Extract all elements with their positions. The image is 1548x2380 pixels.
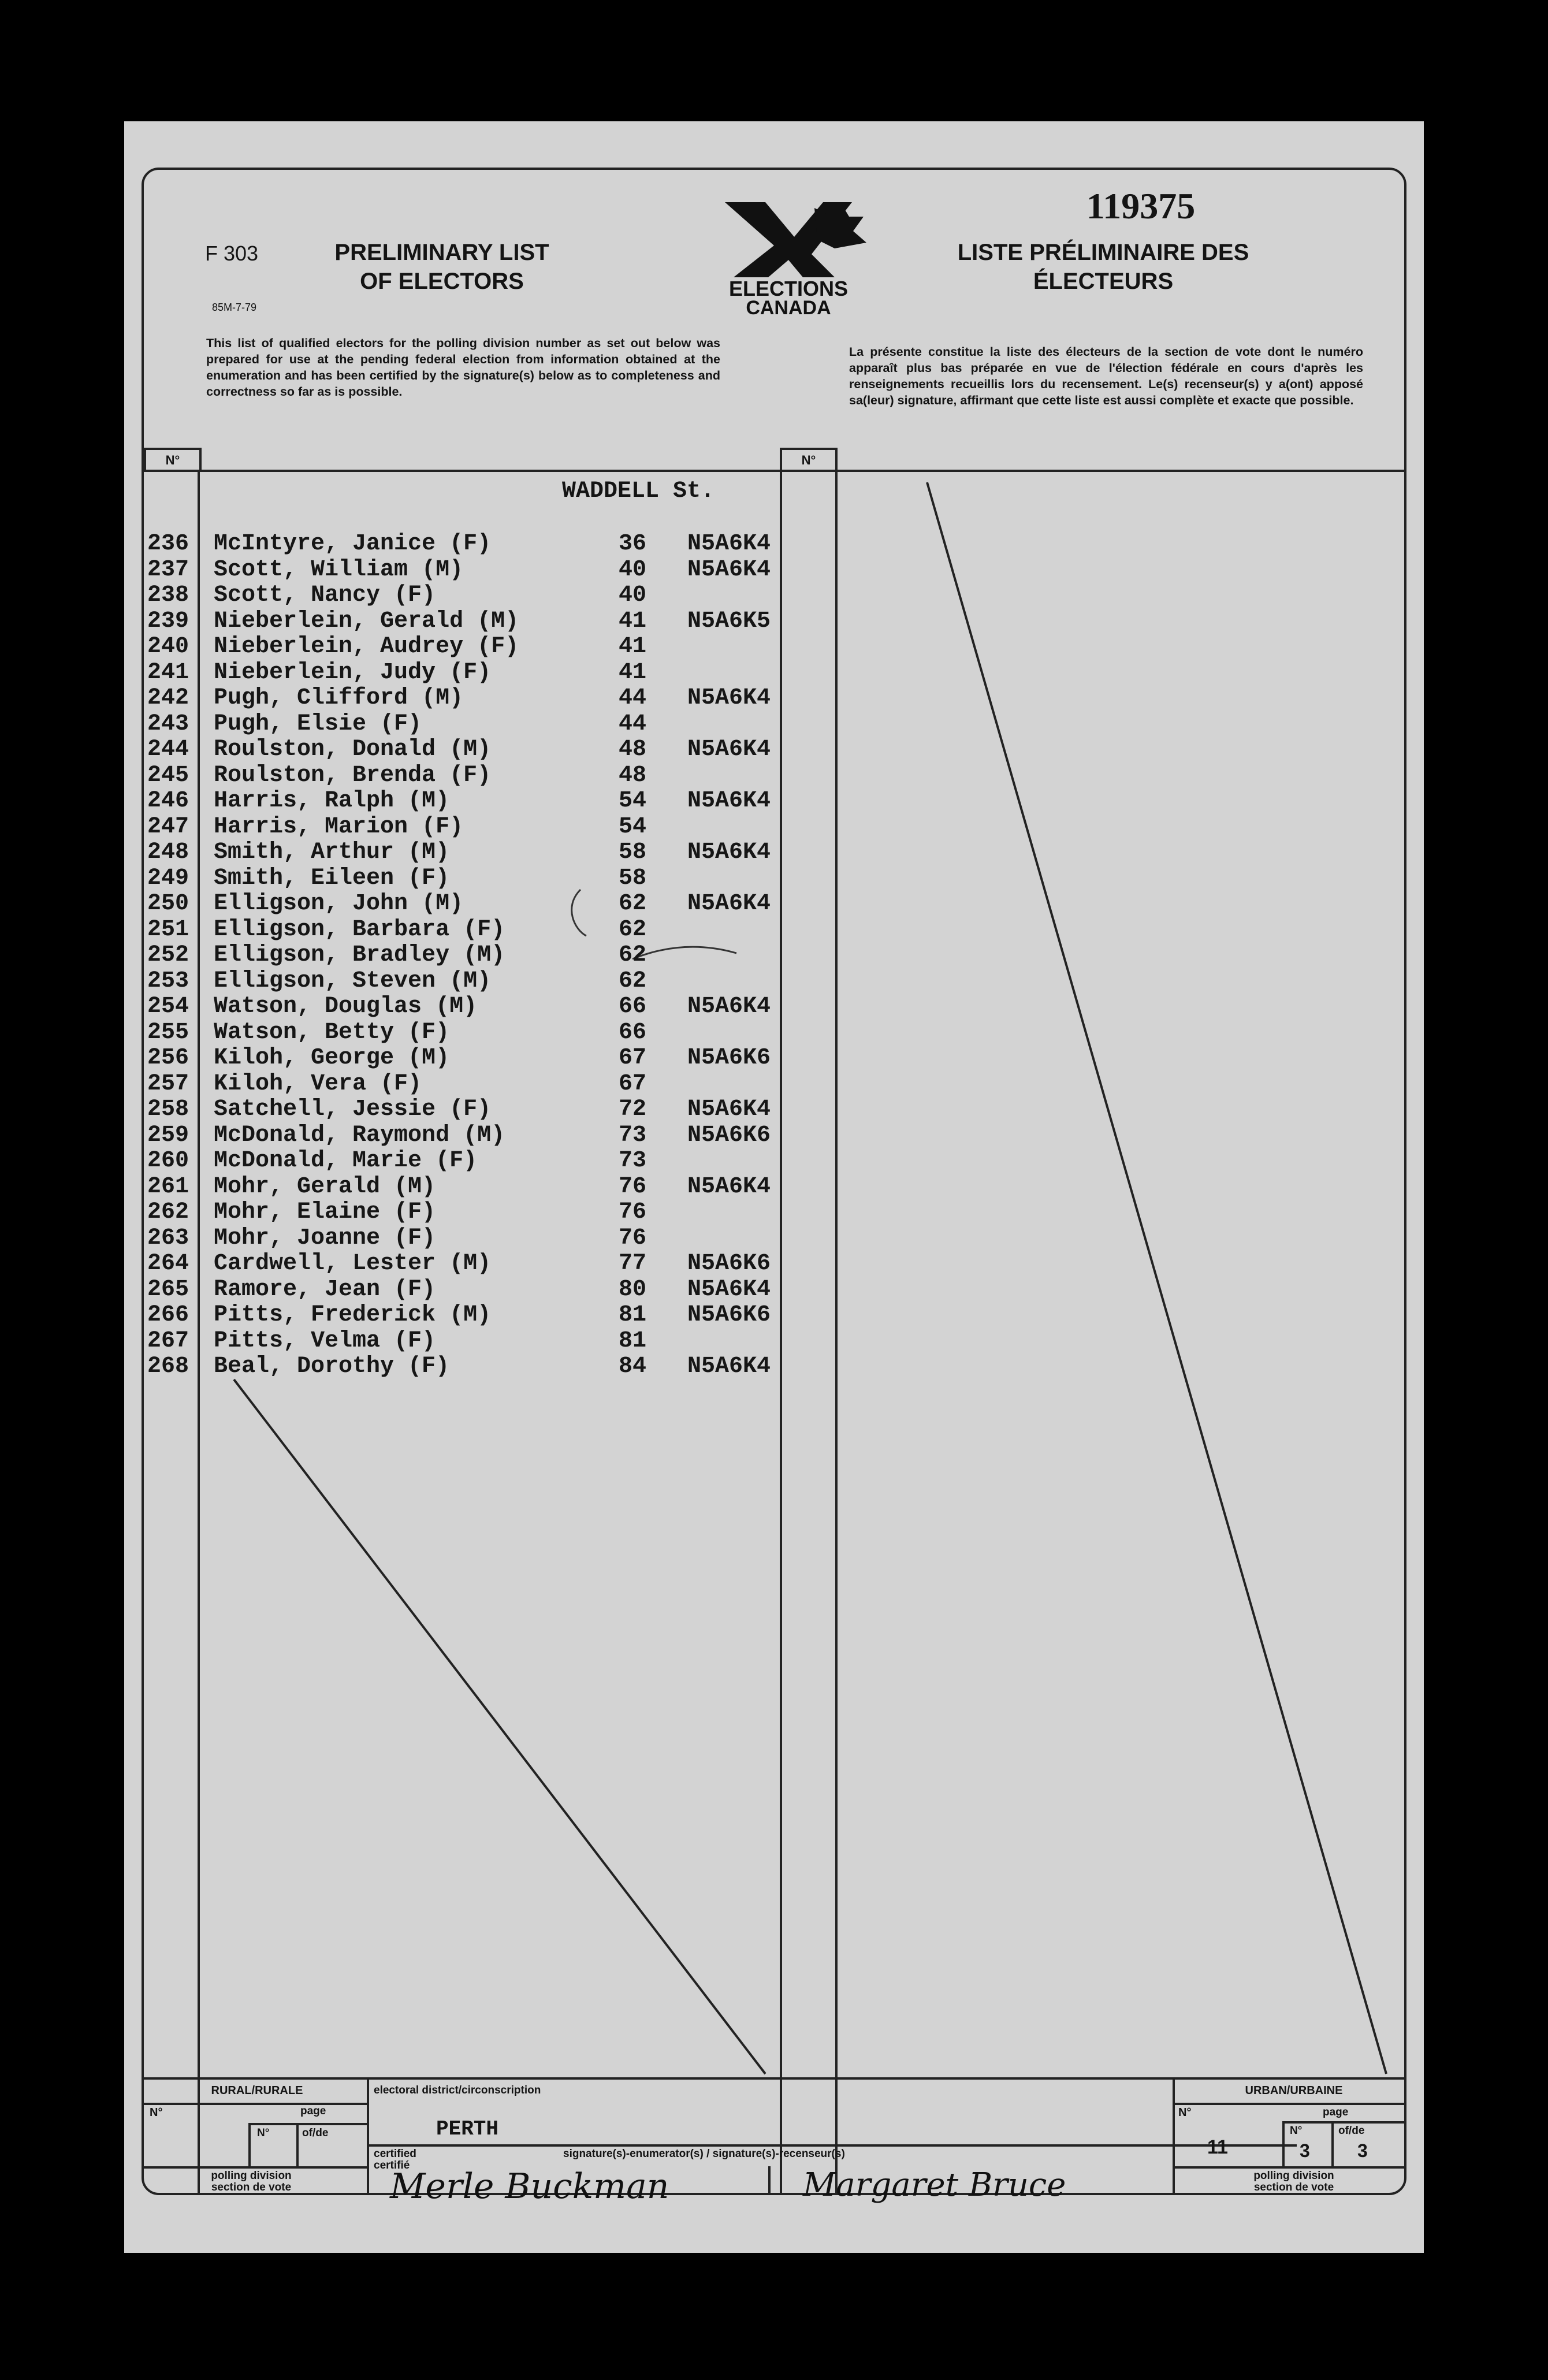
list-item [147, 609, 840, 635]
postal-code: N5A6K5 [687, 608, 771, 634]
postal-code: N5A6K4 [687, 1173, 771, 1200]
elector-name: Pitts, Frederick (M) [214, 1302, 492, 1328]
list-item [147, 840, 840, 866]
elector-number: 252 [147, 942, 189, 968]
rural-polling-label-fr: section de vote [211, 2181, 292, 2193]
elector-name: Beal, Dorothy (F) [214, 1353, 450, 1379]
civic-number: 36 [618, 531, 646, 557]
postal-code: N5A6K6 [687, 1251, 771, 1277]
list-item [147, 1354, 840, 1380]
civic-number: 81 [618, 1302, 646, 1328]
urban-left-rule [1173, 2077, 1175, 2195]
logo-text-elections: ELECTIONS [728, 277, 849, 300]
list-item [147, 634, 840, 660]
civic-number: 54 [618, 788, 646, 814]
list-item [147, 557, 840, 583]
civic-number: 80 [618, 1276, 646, 1303]
rural-rule [144, 2103, 369, 2105]
serial-number: 119375 [1086, 185, 1196, 226]
rural-page-no-label: N° [257, 2127, 270, 2139]
list-item [147, 1329, 840, 1355]
civic-number: 76 [618, 1225, 646, 1251]
elector-number: 256 [147, 1045, 189, 1071]
civic-number: 66 [618, 994, 646, 1020]
civic-number: 48 [618, 762, 646, 789]
footer-top-rule [144, 2077, 1406, 2080]
elector-name: Kiloh, George (M) [214, 1045, 450, 1071]
list-item [147, 1020, 840, 1046]
urban-of-divider [1331, 2121, 1334, 2166]
list-item [147, 1226, 840, 1252]
elector-name: Mohr, Elaine (F) [214, 1199, 436, 1225]
civic-number: 76 [618, 1173, 646, 1200]
district-value: PERTH [436, 2117, 499, 2141]
list-item [147, 969, 840, 995]
elector-number: 257 [147, 1070, 189, 1097]
civic-number: 72 [618, 1096, 646, 1122]
elector-number: 253 [147, 968, 189, 994]
certified-label-en: certified [374, 2148, 416, 2160]
civic-number: 62 [618, 968, 646, 994]
street-heading: WADDELL St. [561, 478, 715, 504]
elector-number: 249 [147, 865, 189, 891]
list-item [147, 1148, 840, 1174]
elector-name: Satchell, Jessie (F) [214, 1096, 492, 1122]
civic-number: 54 [618, 813, 646, 840]
elector-number: 243 [147, 711, 189, 737]
elector-name: Cardwell, Lester (M) [214, 1251, 492, 1277]
print-code: 85M-7-79 [212, 302, 257, 313]
civic-number: 41 [618, 608, 646, 634]
certified-label-fr: certifié [374, 2159, 410, 2171]
elector-number: 266 [147, 1302, 189, 1328]
list-item [147, 866, 840, 892]
elector-name: Pitts, Velma (F) [214, 1327, 436, 1354]
form-number: F 303 [205, 241, 259, 265]
civic-number: 84 [618, 1353, 646, 1379]
elector-number: 241 [147, 659, 189, 686]
elector-number: 263 [147, 1225, 189, 1251]
elector-number: 267 [147, 1327, 189, 1354]
right-number-header: N° [780, 448, 838, 472]
list-item [147, 1072, 840, 1098]
urban-page-no-label: N° [1290, 2125, 1303, 2137]
list-item [147, 1277, 840, 1303]
postal-code: N5A6K4 [687, 531, 771, 557]
elector-name: Kiloh, Vera (F) [214, 1070, 422, 1097]
elector-number: 262 [147, 1199, 189, 1225]
urban-rule [1173, 2103, 1406, 2105]
title-french: LISTE PRÉLIMINAIRE DES ÉLECTEURS [957, 240, 1249, 294]
postal-code: N5A6K4 [687, 1276, 771, 1303]
urban-page-of-label: of/de [1338, 2125, 1365, 2137]
elector-name: Nieberlein, Gerald (M) [214, 608, 519, 634]
elector-number: 254 [147, 994, 189, 1020]
urban-division-no: 11 [1207, 2136, 1228, 2158]
elector-number: 236 [147, 531, 189, 557]
elector-name: Roulston, Donald (M) [214, 737, 492, 763]
elector-number: 265 [147, 1276, 189, 1303]
elector-name: McDonald, Marie (F) [214, 1148, 478, 1174]
list-item [147, 891, 840, 917]
urban-label: URBAN/URBAINE [1245, 2084, 1343, 2097]
elector-number: 246 [147, 788, 189, 814]
electors-list-form [124, 121, 1424, 2253]
postal-code: N5A6K4 [687, 1353, 771, 1379]
intro-text-french: La présente constitue la liste des électeurs de la section de vote dont le numéro apparaît plus bas préparée en vue de l'élection fédérale en cours d'après les renseignements recueillis lors du recensement. Le(s) recenseur(s) y a(ont) apposé sa(leur) signature, affirmant que cette liste est aussi complète et exacte que possible. [849, 345, 1363, 407]
list-item [147, 1123, 840, 1149]
civic-number: 58 [618, 865, 646, 891]
elector-number: 247 [147, 813, 189, 840]
elector-name: Elligson, Barbara (F) [214, 916, 505, 943]
civic-number: 66 [618, 1019, 646, 1046]
civic-number: 76 [618, 1199, 646, 1225]
urban-page-label: page [1323, 2106, 1349, 2118]
elector-number: 261 [147, 1173, 189, 1200]
urban-polling-label-en: polling division [1253, 2170, 1334, 2182]
civic-number: 67 [618, 1070, 646, 1097]
urban-page-rule [1282, 2121, 1406, 2124]
urban-polling-label-fr: section de vote [1253, 2181, 1334, 2193]
elector-number: 260 [147, 1148, 189, 1174]
list-item [147, 789, 840, 815]
list-item [147, 1046, 840, 1072]
title-english: PRELIMINARY LIST OF ELECTORS [334, 240, 549, 294]
elector-number: 240 [147, 634, 189, 660]
postal-code: N5A6K6 [687, 1122, 771, 1148]
left-number-header: N° [144, 448, 202, 472]
rural-page-rule [248, 2123, 367, 2125]
urban-page-divider [1282, 2121, 1285, 2166]
elector-name: Watson, Betty (F) [214, 1019, 450, 1046]
postal-code: N5A6K4 [687, 1096, 771, 1122]
elector-name: Scott, William (M) [214, 556, 464, 583]
list-item [147, 712, 840, 738]
elector-name: Scott, Nancy (F) [214, 582, 436, 608]
electors-list [147, 531, 840, 1380]
elector-name: McIntyre, Janice (F) [214, 531, 492, 557]
postal-code: N5A6K4 [687, 994, 771, 1020]
rural-page-divider [248, 2123, 251, 2166]
list-item [147, 531, 840, 557]
urban-bottom-rule [1173, 2166, 1406, 2169]
elector-name: Elligson, Bradley (M) [214, 942, 505, 968]
elector-number: 242 [147, 685, 189, 711]
civic-number: 73 [618, 1122, 646, 1148]
rural-polling-label-en: polling division [211, 2170, 292, 2182]
elector-name: Elligson, Steven (M) [214, 968, 492, 994]
logo-text-canada: CANADA [746, 297, 831, 318]
postal-code: N5A6K6 [687, 1045, 771, 1071]
postal-code: N5A6K4 [687, 891, 771, 917]
list-item [147, 815, 840, 841]
intro-text-english: This list of qualified electors for the polling division number as set out below was prepared for use at the pending federal election from information obtained at the enumeration and has been certified by the signature(s) below as to completeness and correctness so far as is possible. [206, 336, 720, 399]
postal-code: N5A6K6 [687, 1302, 771, 1328]
elector-name: Harris, Marion (F) [214, 813, 464, 840]
elector-name: Pugh, Elsie (F) [214, 711, 422, 737]
civic-number: 81 [618, 1327, 646, 1354]
civic-number: 62 [618, 891, 646, 917]
postal-code: N5A6K4 [687, 737, 771, 763]
rural-page-of-label: of/de [302, 2127, 329, 2139]
list-item [147, 660, 840, 686]
postal-code: N5A6K4 [687, 788, 771, 814]
rural-label: RURAL/RURALE [211, 2084, 303, 2097]
elector-name: Pugh, Clifford (M) [214, 685, 464, 711]
civic-number: 44 [618, 685, 646, 711]
civic-number: 41 [618, 634, 646, 660]
signature-divider [768, 2166, 771, 2195]
list-item [147, 686, 840, 712]
elector-name: Mohr, Joanne (F) [214, 1225, 436, 1251]
list-item [147, 763, 840, 789]
elector-name: Elligson, John (M) [214, 891, 464, 917]
elector-name: Smith, Arthur (M) [214, 839, 450, 865]
district-label: electoral district/circonscription [374, 2084, 541, 2096]
civic-number: 77 [618, 1251, 646, 1277]
elector-number: 264 [147, 1251, 189, 1277]
civic-number: 58 [618, 839, 646, 865]
list-item [147, 917, 840, 943]
list-item [147, 1097, 840, 1123]
civic-number: 44 [618, 711, 646, 737]
elector-name: Watson, Douglas (M) [214, 994, 478, 1020]
list-item [147, 583, 840, 609]
elector-name: Nieberlein, Judy (F) [214, 659, 492, 686]
civic-number: 48 [618, 737, 646, 763]
list-item [147, 994, 840, 1020]
elector-number: 248 [147, 839, 189, 865]
list-item [147, 943, 840, 969]
signature-label: signature(s)-enumerator(s) / signature(s)-recenseur(s) [563, 2148, 845, 2160]
civic-number: 67 [618, 1045, 646, 1071]
elector-name: Ramore, Jean (F) [214, 1276, 436, 1303]
list-item [147, 1303, 840, 1329]
elector-number: 238 [147, 582, 189, 608]
elector-number: 239 [147, 608, 189, 634]
elector-name: Smith, Eileen (F) [214, 865, 450, 891]
elector-number: 251 [147, 916, 189, 943]
signature-enumerator-1: Merle Buckman [390, 2166, 669, 2207]
rural-bottom-rule [144, 2166, 369, 2169]
civic-number: 40 [618, 582, 646, 608]
elector-name: Harris, Ralph (M) [214, 788, 450, 814]
urban-page-no: 3 [1300, 2140, 1310, 2161]
district-rule [367, 2144, 1297, 2147]
elector-number: 268 [147, 1353, 189, 1379]
postal-code: N5A6K4 [687, 685, 771, 711]
list-item [147, 1251, 840, 1277]
elector-number: 237 [147, 556, 189, 583]
elector-number: 244 [147, 737, 189, 763]
civic-number: 41 [618, 659, 646, 686]
elector-number: 258 [147, 1096, 189, 1122]
elector-number: 245 [147, 762, 189, 789]
urban-no-label: N° [1178, 2106, 1192, 2119]
rural-page-label: page [300, 2105, 326, 2117]
postal-code: N5A6K4 [687, 839, 771, 865]
rural-right-rule [367, 2077, 369, 2195]
civic-number: 40 [618, 556, 646, 583]
civic-number: 62 [618, 916, 646, 943]
elector-name: Nieberlein, Audrey (F) [214, 634, 519, 660]
elector-name: McDonald, Raymond (M) [214, 1122, 505, 1148]
elector-number: 255 [147, 1019, 189, 1046]
elector-name: Roulston, Brenda (F) [214, 762, 492, 789]
rural-of-divider [296, 2123, 299, 2166]
civic-number: 73 [618, 1148, 646, 1174]
elector-number: 250 [147, 891, 189, 917]
urban-page-of: 3 [1357, 2140, 1368, 2161]
list-item [147, 1174, 840, 1200]
list-item [147, 737, 840, 763]
elector-name: Mohr, Gerald (M) [214, 1173, 436, 1200]
elector-number: 259 [147, 1122, 189, 1148]
rural-no-label: N° [150, 2106, 163, 2119]
civic-number: 62 [618, 942, 646, 968]
list-item [147, 1200, 840, 1226]
postal-code: N5A6K4 [687, 556, 771, 583]
signature-enumerator-2: Margaret Bruce [803, 2166, 1066, 2204]
